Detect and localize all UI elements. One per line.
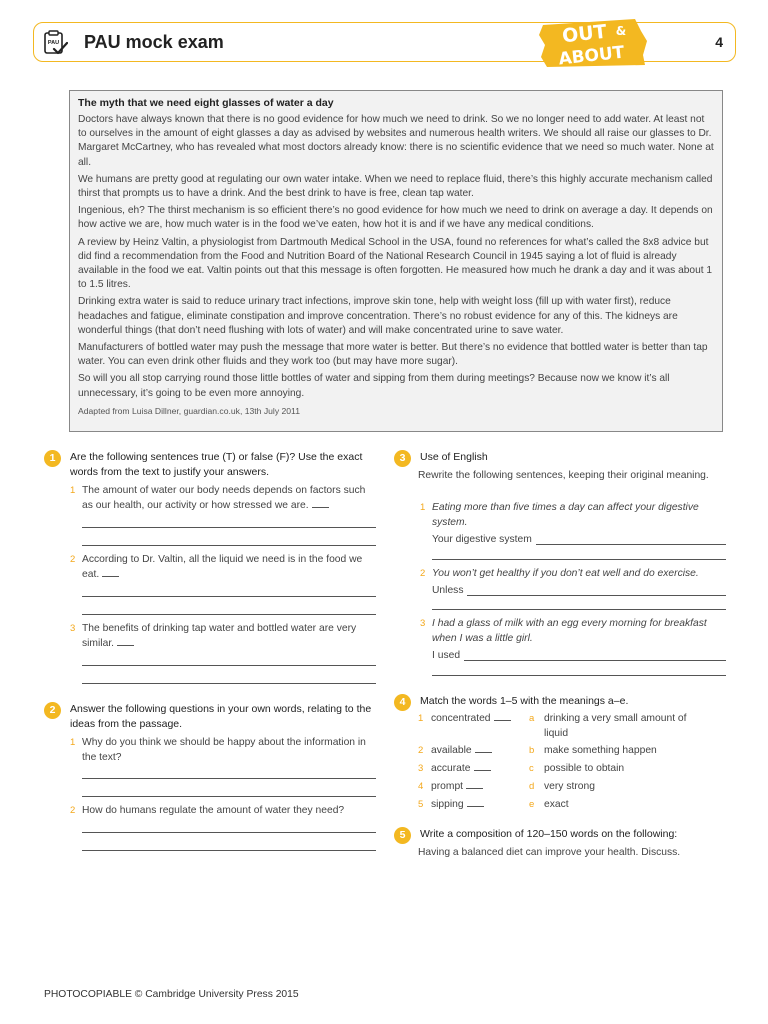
rewrite-prefix: I used [432, 650, 461, 661]
match-blank[interactable] [466, 780, 483, 789]
logo-line1: OUT [561, 20, 608, 48]
answer-line[interactable] [432, 559, 726, 560]
question-item [70, 622, 376, 651]
question-text: Why do you think we should be happy about the information in the text? [82, 737, 366, 763]
question-number: 1 [70, 485, 76, 496]
rewrite-sentence: Eating more than five times a day can affect your digestive system. [432, 502, 699, 528]
question-number: 2 [70, 805, 76, 816]
answer-line[interactable] [82, 596, 376, 597]
answer-line[interactable] [82, 527, 376, 528]
answer-line[interactable] [82, 778, 376, 779]
article-paragraph: Drinking extra water is said to reduce urinary tract infections, improve skin tone, help with weight loss (fill up with water first), reduce headaches and fatigue, eliminate constipation and improve concentration. There’s no robust evidence for any of this. The kidneys are wonderful things (that don’t need flushing with lots of water) and will make concentrated urine to save water. [78, 296, 678, 336]
exercise-number-badge: 4 [394, 694, 411, 711]
exercise-4 [394, 694, 726, 810]
word-text: available [431, 745, 472, 756]
question-item [70, 804, 376, 819]
rewrite-answer-line[interactable] [432, 585, 726, 596]
match-blank[interactable] [467, 798, 484, 807]
word-number: 2 [418, 745, 424, 756]
question-text: According to Dr. Valtin, all the liquid we need is in the food we eat. [82, 554, 363, 580]
out-and-about-logo [537, 17, 649, 69]
question-item [70, 736, 376, 765]
question-number: 1 [70, 737, 76, 748]
match-blank[interactable] [494, 712, 511, 721]
answer-line[interactable] [82, 832, 376, 833]
exercise-instruction: Match the words 1–5 with the meanings a–e. [420, 695, 629, 707]
logo-ampersand: & [615, 24, 627, 38]
word-number: 4 [418, 781, 424, 792]
match-blank[interactable] [475, 744, 492, 753]
tf-blank[interactable] [102, 568, 119, 577]
word-text: accurate [431, 763, 471, 774]
page-title: PAU mock exam [84, 32, 224, 52]
meaning-letter: e [529, 799, 535, 810]
exercise-2 [44, 702, 376, 816]
question-text: How do humans regulate the amount of water they need? [82, 805, 345, 816]
exercise-instruction: Write a composition of 120–150 words on the following: [420, 828, 678, 840]
meaning-text: exact [544, 799, 569, 810]
rewrite-item [420, 567, 726, 582]
meaning-text: make something happen [544, 745, 657, 756]
match-word [418, 712, 511, 727]
article-paragraph: Manufacturers of bottled water may push the message that more water is better. But there’s no evidence that bottled water is better than tap water. You can even drink other fluids and they work too (but may have more sugar). [78, 342, 708, 368]
page-number: 4 [715, 34, 723, 50]
answer-line[interactable] [82, 683, 376, 684]
word-number: 3 [418, 763, 424, 774]
pau-clipboard-icon [44, 30, 68, 56]
meaning-letter: c [529, 763, 534, 774]
word-text: sipping [431, 799, 464, 810]
article-paragraph: We humans are pretty good at regulating our own water intake. When we need to replace fluid, there’s this highly accurate mechanism called thirst that prompts us to have a drink. And the best drink to have is free, clean tap water. [78, 173, 713, 200]
match-blank[interactable] [474, 762, 491, 771]
exercise-3 [394, 450, 726, 661]
match-meaning [529, 744, 699, 759]
question-number: 2 [70, 554, 76, 565]
meaning-letter: d [529, 781, 535, 792]
article-source: Adapted from Luisa Dillner, guardian.co.uk, 13th July 2011 [78, 405, 300, 416]
question-item [70, 553, 376, 582]
exercise-number-badge: 1 [44, 450, 61, 467]
question-item [70, 484, 376, 513]
rewrite-answer-line[interactable] [432, 650, 726, 661]
reading-text-box [69, 90, 723, 432]
item-number: 2 [420, 568, 426, 579]
answer-line[interactable] [82, 614, 376, 615]
match-meaning [529, 780, 699, 795]
match-word [418, 780, 483, 795]
exercise-title: Use of English [420, 451, 488, 463]
pau-badge-text: PAU [47, 40, 60, 46]
word-number: 5 [418, 799, 424, 810]
meaning-text: drinking a very small amount of liquid [544, 713, 687, 739]
question-number: 3 [70, 623, 76, 634]
rewrite-item [420, 617, 726, 646]
rewrite-sentence: You won’t get healthy if you don’t eat well and do exercise. [432, 568, 699, 579]
rewrite-answer-line[interactable] [432, 534, 726, 545]
exercise-instruction: Answer the following questions in your own words, relating to the ideas from the passage. [70, 703, 372, 730]
composition-topic: Having a balanced diet can improve your health. Discuss. [418, 846, 681, 858]
meaning-text: very strong [544, 781, 595, 792]
article-paragraph: So will you all stop carrying round those little bottles of water and sipping from them during meetings? Because now we know it’s all unnecessary, it’s going to be even more annoying. [78, 373, 670, 399]
meaning-letter: a [529, 713, 535, 724]
word-text: prompt [431, 781, 464, 792]
tf-blank[interactable] [312, 499, 329, 508]
answer-line[interactable] [432, 609, 726, 610]
article-title: The myth that we need eight glasses of water a day [78, 97, 334, 109]
question-text: The amount of water our body needs depends on factors such as our health, our activity or how stressed we are. [82, 485, 366, 511]
word-text: concentrated [431, 713, 491, 724]
answer-line[interactable] [82, 665, 376, 666]
match-word [418, 798, 484, 813]
word-number: 1 [418, 713, 424, 724]
copyright-footer: PHOTOCOPIABLE © Cambridge University Press 2015 [44, 989, 299, 1000]
article-paragraph: Ingenious, eh? The thirst mechanism is so efficient there’s no good evidence for how much we need to drink on average a day. It depends on how active we are, how much water is in the food we’ve eaten, how hot it is and if we have any medical conditions. [78, 205, 713, 231]
match-meaning [529, 798, 699, 813]
match-meaning [529, 762, 699, 777]
rewrite-sentence: I had a glass of milk with an egg every morning for breakfast when I was a little girl. [432, 618, 707, 644]
exercise-instruction: Are the following sentences true (T) or false (F)? Use the exact words from the text to justify your answers. [70, 451, 363, 478]
exercise-number-badge: 2 [44, 702, 61, 719]
answer-line[interactable] [82, 796, 376, 797]
rewrite-prefix: Your digestive system [432, 534, 532, 545]
article-paragraph: A review by Heinz Valtin, a physiologist from Dartmouth Medical School in the USA, found no references for what’s called the 8x8 advice but did find a recommendation from the Food and Nutrition Board of the National Research Council in 1945 saying a lot of fluid is already available in the food we eat. Valtin points out that this message is often forgotten. He measured how much he drank a day and it was about 1 to 1.5 litres. [78, 236, 713, 291]
rewrite-item [420, 501, 726, 530]
page-header [33, 20, 736, 69]
meaning-text: possible to obtain [544, 763, 625, 774]
match-meaning [529, 712, 699, 741]
match-word [418, 762, 491, 777]
logo-line2: ABOUT [557, 42, 626, 69]
item-number: 1 [420, 502, 426, 513]
answer-line[interactable] [432, 675, 726, 676]
exercise-instruction: Rewrite the following sentences, keeping their original meaning. [418, 469, 709, 481]
question-text: The benefits of drinking tap water and bottled water are very similar. [82, 623, 357, 649]
meaning-letter: b [529, 745, 535, 756]
tf-blank[interactable] [117, 637, 134, 646]
exercise-5 [394, 827, 726, 860]
item-number: 3 [420, 618, 426, 629]
match-word [418, 744, 492, 759]
exercise-number-badge: 5 [394, 827, 411, 844]
exercise-1 [44, 450, 376, 649]
rewrite-prefix: Unless [432, 585, 464, 596]
answer-line[interactable] [82, 545, 376, 546]
answer-line[interactable] [82, 850, 376, 851]
exercise-number-badge: 3 [394, 450, 411, 467]
article-paragraph: Doctors have always known that there is no good evidence for how much we need to drink. So we no longer need to add water. At least not to ourselves in the amount of eight glasses a day as advised by websites and numerous health writers. We should all raise our glasses to Dr. Margaret McCartney, who has revealed what most doctors already know: there is no scientific evidence that we need so much water. None at all. [78, 114, 714, 168]
